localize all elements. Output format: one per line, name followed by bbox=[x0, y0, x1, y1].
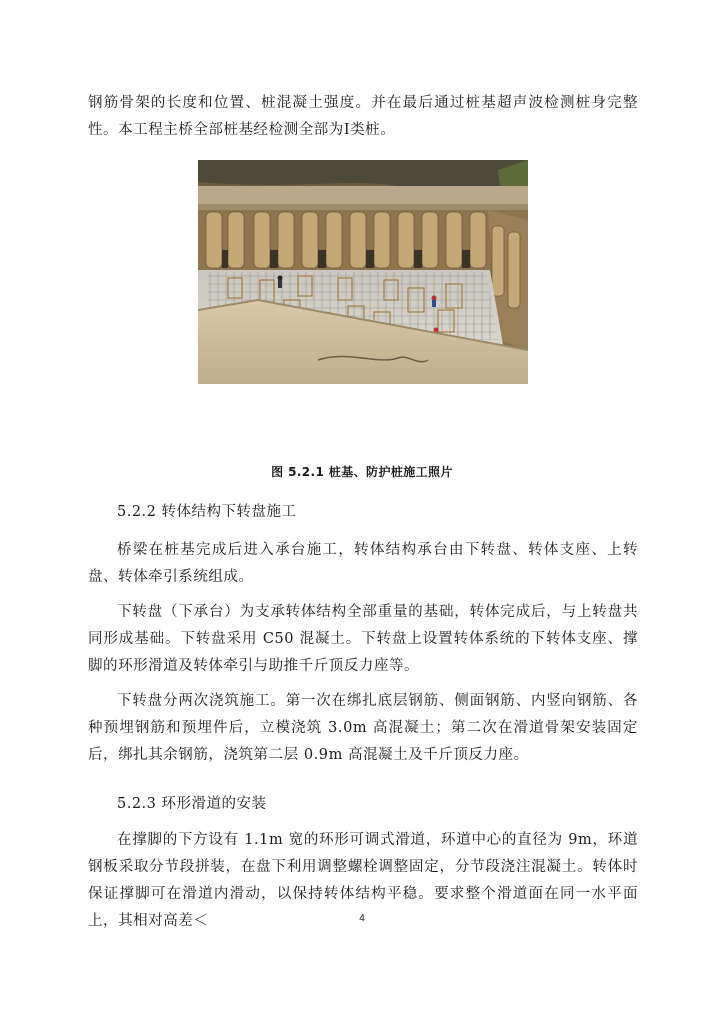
section-heading-5-2-2: 5.2.2 转体结构下转盘施工 bbox=[117, 504, 297, 520]
section-5-2-3-paragraph-1: 在撑脚的下方设有 1.1m 宽的环形可调式滑道，环道中心的直径为 9m，环道钢板采取分节段拼装，在盘下利用调整螺栓调整固定，分节段浇注混凝土。转体时保证撑脚可在滑道内滑动，以保持转体结构平稳。要求整个滑道面在同一水平面上，其相对高差＜ bbox=[88, 832, 638, 929]
figure-caption: 图 5.2.1 桩基、防护桩施工照片 bbox=[271, 465, 453, 479]
section-5-2-2-paragraph-3: 下转盘分两次浇筑施工。第一次在绑扎底层钢筋、侧面钢筋、内竖向钢筋、各种预埋钢筋和预埋件后，立模浇筑 3.0m 高混凝土；第二次在滑道骨架安装固定后，绑扎其余钢筋，浇筑第二层 0.9m 高混凝土及千斤顶反力座。 bbox=[88, 693, 638, 763]
section-heading-5-2-3: 5.2.3 环形滑道的安装 bbox=[117, 796, 267, 812]
pile-foundation-photo bbox=[198, 160, 528, 384]
intro-paragraph: 钢筋骨架的长度和位置、桩混凝土强度。并在最后通过桩基超声波检测桩身完整性。本工程主桥全部桩基经检测全部为Ⅰ类桩。 bbox=[88, 95, 638, 138]
page-number: 4 bbox=[359, 913, 365, 924]
section-5-2-2-paragraph-2: 下转盘（下承台）为支承转体结构全部重量的基础，转体完成后，与上转盘共同形成基础。下转盘采用 C50 混凝土。下转盘上设置转体系统的下转体支座、撑脚的环形滑道及转体牵引与助推千斤顶反力座等。 bbox=[88, 604, 638, 674]
section-5-2-2-paragraph-1: 桥梁在桩基完成后进入承台施工，转体结构承台由下转盘、转体支座、上转盘、转体牵引系统组成。 bbox=[88, 542, 638, 585]
